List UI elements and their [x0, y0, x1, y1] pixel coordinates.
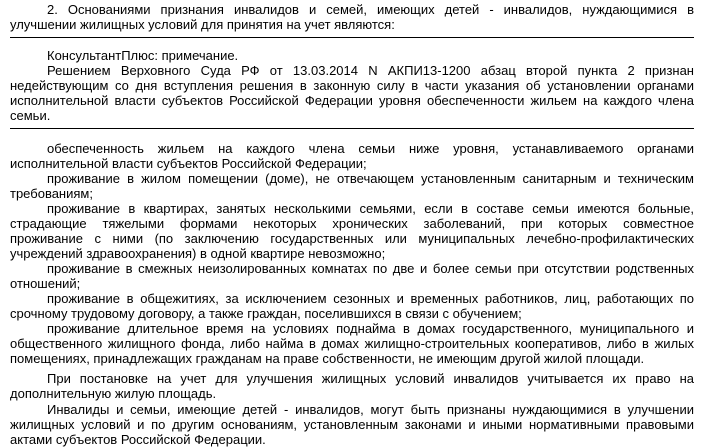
body-line: жилищных условий и по другим основаниям, установленным законами и иными нормативными правовыми	[10, 417, 694, 432]
body-line: проживание в квартирах, занятых несколькими семьями, если в составе семьи имеются больные,	[47, 201, 694, 216]
body-line: При постановке на учет для улучшения жилищных условий инвалидов учитывается их право на	[47, 371, 694, 386]
body-line: требованиям;	[10, 186, 93, 201]
body-line: учреждений здравоохранения) в одной квартире невозможно;	[10, 246, 386, 261]
body-line: помещениях, принадлежащих гражданам на праве собственности, не имеющим другой жилой площади.	[10, 351, 645, 366]
body-line: проживание длительное время на условиях поднайма в домах государственного, муниципального и	[47, 321, 694, 336]
note-label: КонсультантПлюс: примечание.	[47, 48, 239, 63]
note-line: исполнительной власти субъектов Российской Федерации уровня обеспеченности жильем на каждого члена	[10, 93, 694, 108]
note-bottom-divider	[10, 128, 694, 129]
body-line: проживание в жилом помещении (доме), не отвечающем установленным санитарным и техническим	[47, 171, 694, 186]
body-line: актами субъектов Российской Федерации.	[10, 432, 266, 447]
body-line: срочному трудовому договору, а также граждан, поселившихся в связи с обучением;	[10, 306, 522, 321]
note-line: Решением Верховного Суда РФ от 13.03.2014 N АКПИ13-1200 абзац второй пункта 2 признан	[47, 63, 694, 78]
body-line: проживание в смежных неизолированных комнатах по две и более семьи при отсутствии родственных	[47, 261, 694, 276]
note-line: недействующим со дня вступления решения в законную силу в части указания об установлении органами	[10, 78, 694, 93]
note-line: семьи.	[10, 108, 51, 123]
intro-line: улучшении жилищных условий для принятия на учет являются:	[10, 17, 395, 32]
body-line: Инвалиды и семьи, имеющие детей - инвалидов, могут быть признаны нуждающимися в улучшении	[47, 402, 694, 417]
body-line: дополнительную жилую площадь.	[10, 386, 217, 401]
note-top-divider	[10, 37, 694, 38]
body-line: страдающие тяжелыми формами некоторых хронических заболеваний, при которых совместное	[10, 216, 694, 231]
body-line: общественного жилищного фонда, либо найма в домах жилищно-строительных кооперативов, либо в жилых	[10, 336, 694, 351]
body-line: исполнительной власти субъектов Российской Федерации;	[10, 156, 367, 171]
body-line: проживание в общежитиях, за исключением сезонных и временных работников, лиц, работающих по	[47, 291, 694, 306]
body-line: проживание с ними (по заключению государственных или муниципальных лечебно-профилактических	[10, 231, 694, 246]
body-line: отношений;	[10, 276, 81, 291]
body-line: обеспеченность жильем на каждого члена семьи ниже уровня, устанавливаемого органами	[47, 141, 694, 156]
intro-line: 2. Основаниями признания инвалидов и семей, имеющих детей - инвалидов, нуждающимися в	[47, 2, 694, 17]
